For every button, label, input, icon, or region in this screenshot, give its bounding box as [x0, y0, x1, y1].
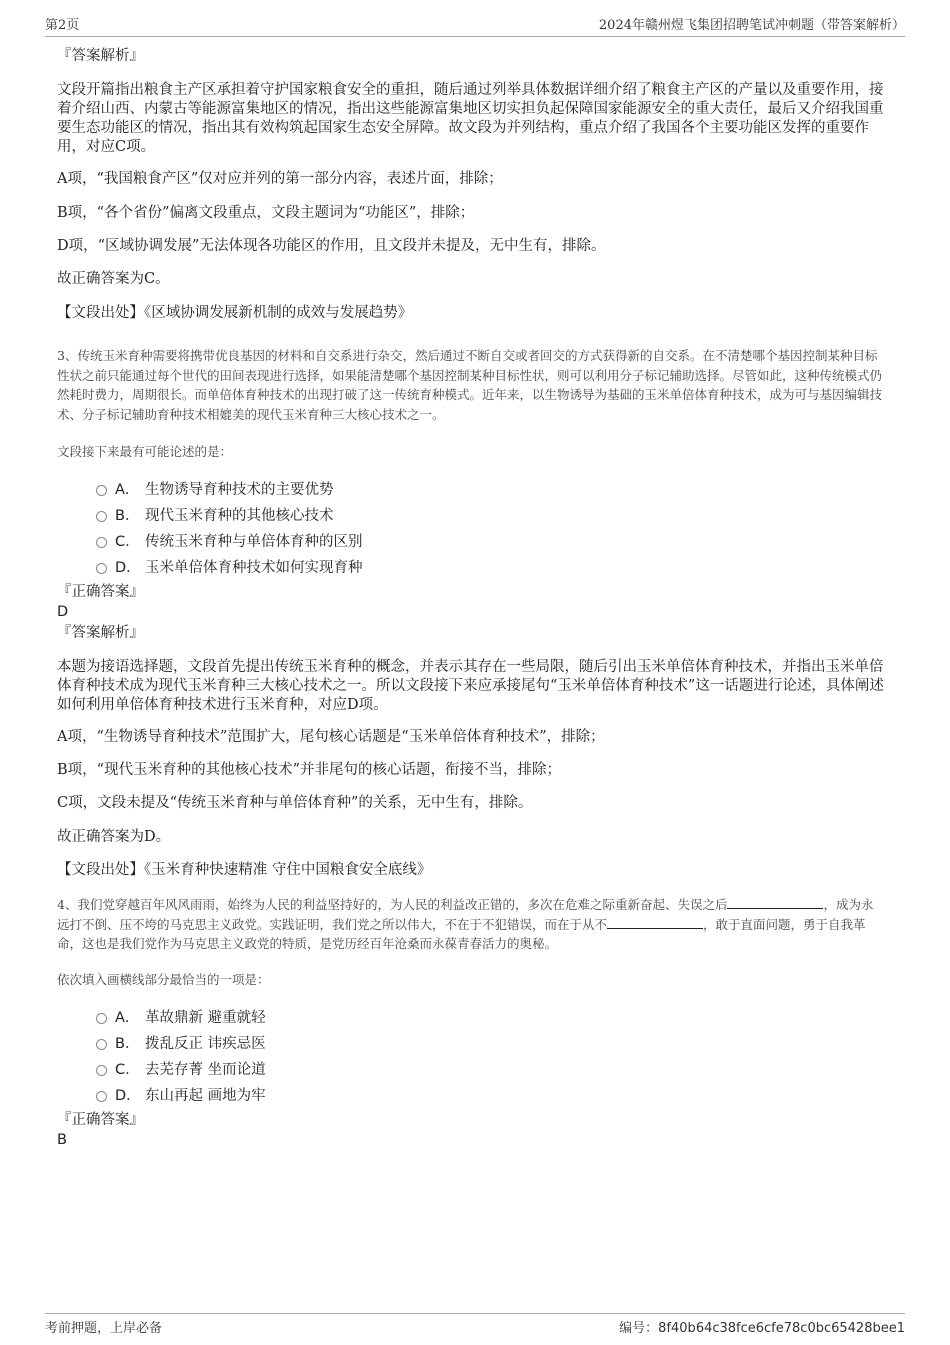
q4-question: 依次填入画横线部分最恰当的一项是：: [57, 972, 270, 987]
radio-icon[interactable]: [96, 537, 107, 548]
q4-answer: B: [57, 1132, 67, 1148]
q3-analysis-label: 『答案解析』: [57, 625, 144, 641]
q2-conclusion: 故正确答案为C。: [57, 271, 170, 287]
radio-icon[interactable]: [96, 1091, 107, 1102]
radio-icon[interactable]: [96, 1039, 107, 1050]
q3-analysis-c: C项，文段未提及“传统玉米育种与单倍体育种”的关系，无中生有，排除。: [57, 795, 533, 811]
blank-1: [727, 896, 823, 909]
page-footer: [45, 1313, 905, 1336]
page-header: [45, 14, 905, 37]
q3-analysis: 本题为接语选择题，文段首先提出传统玉米育种的概念，并表示其存在一些局限，随后引出玉米单倍体育种技术，并指出玉米单倍体育种技术成为现代玉米育种三大核心技术之一。所以文段接下来应承接尾句“玉米单倍体育种技术”这一话题进行论述，具体阐述如何利用单倍体育种技术进行玉米育种，对应D项。: [57, 659, 884, 713]
radio-icon[interactable]: [96, 1065, 107, 1076]
q3-stem: 3、传统玉米育种需要将携带优良基因的材料和自交系进行杂交，然后通过不断自交或者回交的方式获得新的自交系。在不清楚哪个基因控制某种目标性状之前只能通过每个世代的田间表现进行选择，如果能清楚哪个基因控制某种目标性状，则可以利用分子标记辅助选择。尽管如此，这种传统模式仍然耗时费力，周期很长。而单倍体育种技术的出现打破了这一传统育种模式。近年来，以生物诱导为基础的玉米单倍体育种技术，成为可与基因编辑技术、分子标记辅助育种技术相媲美的现代玉米育种三大核心技术之一。: [57, 348, 883, 422]
document-title: 2024年赣州煜飞集团招聘笔试冲刺题（带答案解析）: [598, 18, 905, 33]
footer-slogan: 考前押题，上岸必备: [45, 1321, 163, 1336]
footer-id: 编号：8f40b64c38fce6cfe78c0bc65428bee1: [619, 1321, 905, 1336]
radio-icon[interactable]: [96, 1013, 107, 1024]
q3-option-a[interactable]: A． 生物诱导育种技术的主要优势: [96, 478, 334, 499]
q3-option-c[interactable]: C． 传统玉米育种与单倍体育种的区别: [96, 530, 363, 551]
radio-icon[interactable]: [96, 485, 107, 496]
q3-conclusion: 故正确答案为D。: [57, 829, 171, 845]
q3-option-b[interactable]: B． 现代玉米育种的其他核心技术: [96, 504, 334, 525]
q3-question: 文段接下来最有可能论述的是：: [57, 444, 233, 459]
page-number: 第2页: [45, 18, 80, 33]
q3-analysis-b: B项，“现代玉米育种的其他核心技术”并非尾句的核心话题，衔接不当，排除；: [57, 762, 561, 778]
q3-answer: D: [57, 604, 69, 620]
q2-analysis-d: D项，“区域协调发展”无法体现各功能区的作用，且文段并未提及，无中生有，排除。: [57, 238, 606, 254]
radio-icon[interactable]: [96, 511, 107, 522]
q3-option-d[interactable]: D． 玉米单倍体育种技术如何实现育种: [96, 556, 363, 577]
q4-option-a[interactable]: A． 革故鼎新 避重就轻: [96, 1006, 266, 1027]
q3-source: 【文段出处】《玉米育种快速精准 守住中国粮食安全底线》: [57, 862, 432, 878]
q3-answer-label: 『正确答案』: [57, 584, 144, 600]
q4-stem: 4、我们党穿越百年风风雨雨，始终为人民的利益坚持好的，为人民的利益改正错的，多次在危难之际重新奋起、失误之后 ，成为永远打不倒、压不垮的马克思主义政党。实践证明，我们党之所以伟大，不在于不犯错误，而在于从不 ，敢于直面问题，勇于自我革命，这也是我们党作为马克思主义政党的特质，是党历经百年沧桑而永葆青春活力的奥秘。: [57, 897, 874, 951]
q4-option-b[interactable]: B． 拨乱反正 讳疾忌医: [96, 1032, 266, 1053]
q2-source: 【文段出处】《区域协调发展新机制的成效与发展趋势》: [57, 305, 413, 321]
q4-answer-label: 『正确答案』: [57, 1112, 144, 1128]
q2-analysis: 文段开篇指出粮食主产区承担着守护国家粮食安全的重担，随后通过列举具体数据详细介绍了粮食主产区的产量以及重要作用，接着介绍山西、内蒙古等能源富集地区的情况，指出这些能源富集地区切实担负起保障国家能源安全的重大责任，最后又介绍我国重要生态功能区的情况，指出其有效构筑起国家生态安全屏障。故文段为并列结构，重点介绍了我国各个主要功能区发挥的重要作用，对应C项。: [57, 82, 884, 155]
q2-analysis-a: A项，“我国粮食产区”仅对应并列的第一部分内容，表述片面，排除；: [57, 171, 503, 187]
q4-option-c[interactable]: C． 去芜存菁 坐而论道: [96, 1058, 266, 1079]
radio-icon[interactable]: [96, 563, 107, 574]
q4-option-d[interactable]: D． 东山再起 画地为牢: [96, 1084, 266, 1105]
q2-analysis-b: B项，“各个省份”偏离文段重点，文段主题词为“功能区”，排除；: [57, 205, 475, 221]
blank-2: [607, 916, 703, 929]
q3-analysis-a: A项，“生物诱导育种技术”范围扩大，尾句核心话题是“玉米单倍体育种技术”，排除；: [57, 729, 605, 745]
q2-analysis-label: 『答案解析』: [57, 48, 144, 64]
